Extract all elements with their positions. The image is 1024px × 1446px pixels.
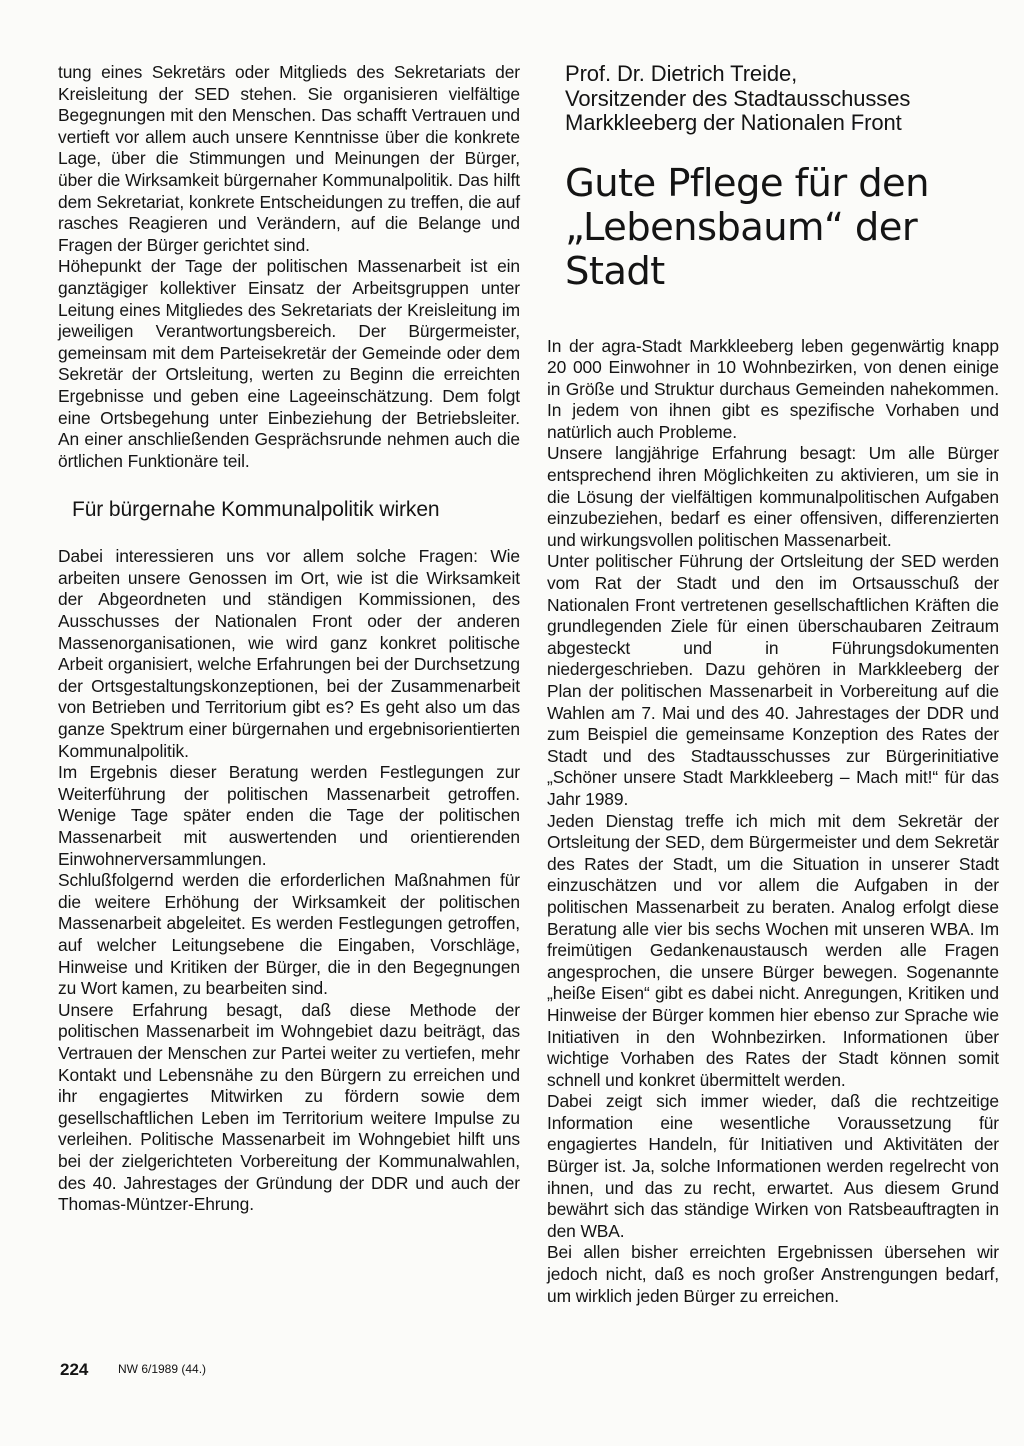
issue-reference: NW 6/1989 (44.) [118, 1362, 207, 1376]
paragraph: tung eines Sekretärs oder Mitglieds des Sekretariats der Kreisleitung der SED stehen. Sie organisieren vielfältige Begegnungen mit den Menschen. Das schafft Vertrauen und vertieft vor allem auch unsere Kenntnisse über die konkrete Lage, über die Stimmungen und Meinungen der Bürger, über die Wirksamkeit bürgernaher Kommunalpolitik. Das hilft dem Sekretariat, konkrete Entscheidungen zu treffen, die auf rasches Reagieren und Verändern, auf die Belange und Fragen der Bürger gerichtet sind. [58, 62, 520, 255]
paragraph: Jeden Dienstag treffe ich mich mit dem Sekretär der Ortsleitung der SED, dem Bürgermeister und dem Sekretär des Rates der Stadt, um die Situation in unserer Stadt einzuschätzen und vor allem die Aufgaben in der politischen Massenarbeit zu beraten. Analog erfolgt diese Beratung alle vier bis sechs Wochen mit unseren WBA. Im freimütigen Gedankenaustausch werden alle Fragen angesprochen, die unsere Bürger bewegen. Sogenannte „heiße Eisen“ gibt es dabei nicht. Anregungen, Kritiken und Hinweise der Bürger kommen hier ebenso zur Sprache wie Initiativen in den Wohnbezirken. Informationen über wichtige Vorhaben des Rates der Stadt können somit schnell und konkret übermittelt werden. [547, 810, 999, 1090]
paragraph: Im Ergebnis dieser Beratung werden Festlegungen zur Weiterführung der politischen Massenarbeit getroffen. Wenige Tage später enden die Tage der politischen Massenarbeit mit auswertenden und orientierenden Einwohnerversammlungen. [58, 762, 520, 869]
paragraph: Bei allen bisher erreichten Ergebnissen übersehen wir jedoch nicht, daß es noch großer Anstrengungen bedarf, um wirklich jeden Bürger zu erreichen. [547, 1242, 999, 1306]
author-block [547, 62, 999, 136]
paragraph: Höhepunkt der Tage der politischen Massenarbeit ist ein ganztägiger kollektiver Einsatz der Arbeitsgruppen unter Leitung eines Mitgliedes des Sekretariats der Kreisleitung im jeweiligen Verantwortungsbereich. Der Bürgermeister, gemeinsam mit dem Parteisekretär der Gemeinde oder dem Sekretär der Ortsleitung, werten zu Beginn die erreichten Ergebnisse und geben eine Lageeinschätzung. Dem folgt eine Ortsbegehung unter Einbeziehung der Betriebsleiter. An einer anschließenden Gesprächsrunde nehmen auch die örtlichen Funktionäre teil. [58, 256, 520, 471]
article-title [565, 162, 999, 294]
title-line: Gute Pflege für den [565, 160, 929, 206]
page-number: 224 [60, 1360, 89, 1379]
right-column [547, 62, 999, 1307]
paragraph: Unsere Erfahrung besagt, daß diese Methode der politischen Massenarbeit im Wohngebiet dazu beiträgt, das Vertrauen der Menschen zur Partei weiter zu vertiefen, mehr Kontakt und Lebensnähe zu den Bürgern zu erreichen und ihr engagiertes Mitwirken zu fördern sowie dem gesellschaftlichen Leben im Territorium weitere Impulse zu verleihen. Politische Massenarbeit im Wohngebiet hilft uns bei der zielgerichteten Vorbereitung der Kommunalwahlen, des 40. Jahrestages der Gründung der DDR und auch der Thomas-Müntzer-Ehrung. [58, 999, 520, 1215]
paragraph: Dabei zeigt sich immer wieder, daß die rechtzeitige Information eine wesentliche Voraussetzung für engagiertes Handeln, für Initiativen und Aktivitäten der Bürger ist. Ja, solche Informationen werden regelrecht von ihnen, und das zu recht, erwartet. Aus diesem Grund bewährt sich das ständige Wirken von Ratsbeauftragten in den WBA. [547, 1091, 999, 1241]
paragraph: Schlußfolgernd werden die erforderlichen Maßnahmen für die weitere Erhöhung der Wirksamkeit der politischen Massenarbeit abgeleitet. Es werden Festlegungen getroffen, auf welcher Leitungsebene die Eingaben, Vorschläge, Hinweise und Kritiken der Bürger, die in den Begegnungen zu Wort kamen, zu bearbeiten sind. [58, 870, 520, 999]
author-role-line: Vorsitzender des Stadtausschusses [565, 85, 911, 111]
paragraph: In der agra-Stadt Markkleeberg leben gegenwärtig knapp 20 000 Einwohner in 10 Wohnbezirken, von denen einige in Größe und Struktur durchaus Gemeinden nahekommen. In jedem von ihnen gibt es spezifische Vorhaben und natürlich auch Probleme. [547, 335, 999, 442]
author-role-line: Markkleeberg der Nationalen Front [565, 110, 902, 135]
section-subheading: Für bürgernahe Kommunalpolitik wirken [72, 498, 440, 522]
author-name: Prof. Dr. Dietrich Treide, [565, 61, 798, 86]
paragraph: Unsere langjährige Erfahrung besagt: Um alle Bürger entsprechend ihren Möglichkeiten zu aktivieren, um sie in die Lösung der vielfältigen kommunalpolitischen Aufgaben einzubeziehen, bedarf es einer offensiven, differenzierten und wirkungsvollen politischen Massenarbeit. [547, 443, 999, 550]
article-body [547, 336, 999, 1308]
left-block-2 [58, 546, 520, 1215]
paragraph: Dabei interessieren uns vor allem solche Fragen: Wie arbeiten unsere Genossen im Ort, wie ist die Wirksamkeit der Abgeordneten und ständigen Kommissionen, des Ausschusses der Nationalen Front oder der anderen Massenorganisationen, wie wird ganz konkret politische Arbeit organisiert, welche Erfahrungen bei der Durchsetzung der Ortsgestaltungskonzeptionen, bei der Zusammenarbeit von Betrieben und Territorium gibt es? Es geht also um das ganze Spektrum einer bürgernahen und ergebnisorientierten Kommunalpolitik. [58, 546, 520, 761]
title-line: „Lebensbaum“ der Stadt [565, 204, 918, 294]
page-footer [60, 1360, 207, 1380]
left-block-1 [58, 62, 520, 472]
paragraph: Unter politischer Führung der Ortsleitung der SED werden vom Rat der Stadt und den im Ortsausschuß der Nationalen Front vertretenen gesellschaftlichen Kräften die grundlegenden Ziele für einen überschaubaren Zeitraum abgesteckt und in Führungsdokumenten niedergeschrieben. Dazu gehören in Markkleeberg der Plan der politischen Massenarbeit in Vorbereitung auf die Wahlen am 7. Mai und des 40. Jahrestages der DDR und zum Beispiel die gemeinsame Konzeption des Rates der Stadt und des Stadtausschusses zur Bürgerinitiative „Schöner unsere Stadt Markkleeberg – Mach mit!“ für das Jahr 1989. [547, 551, 999, 809]
left-column [58, 62, 520, 1216]
